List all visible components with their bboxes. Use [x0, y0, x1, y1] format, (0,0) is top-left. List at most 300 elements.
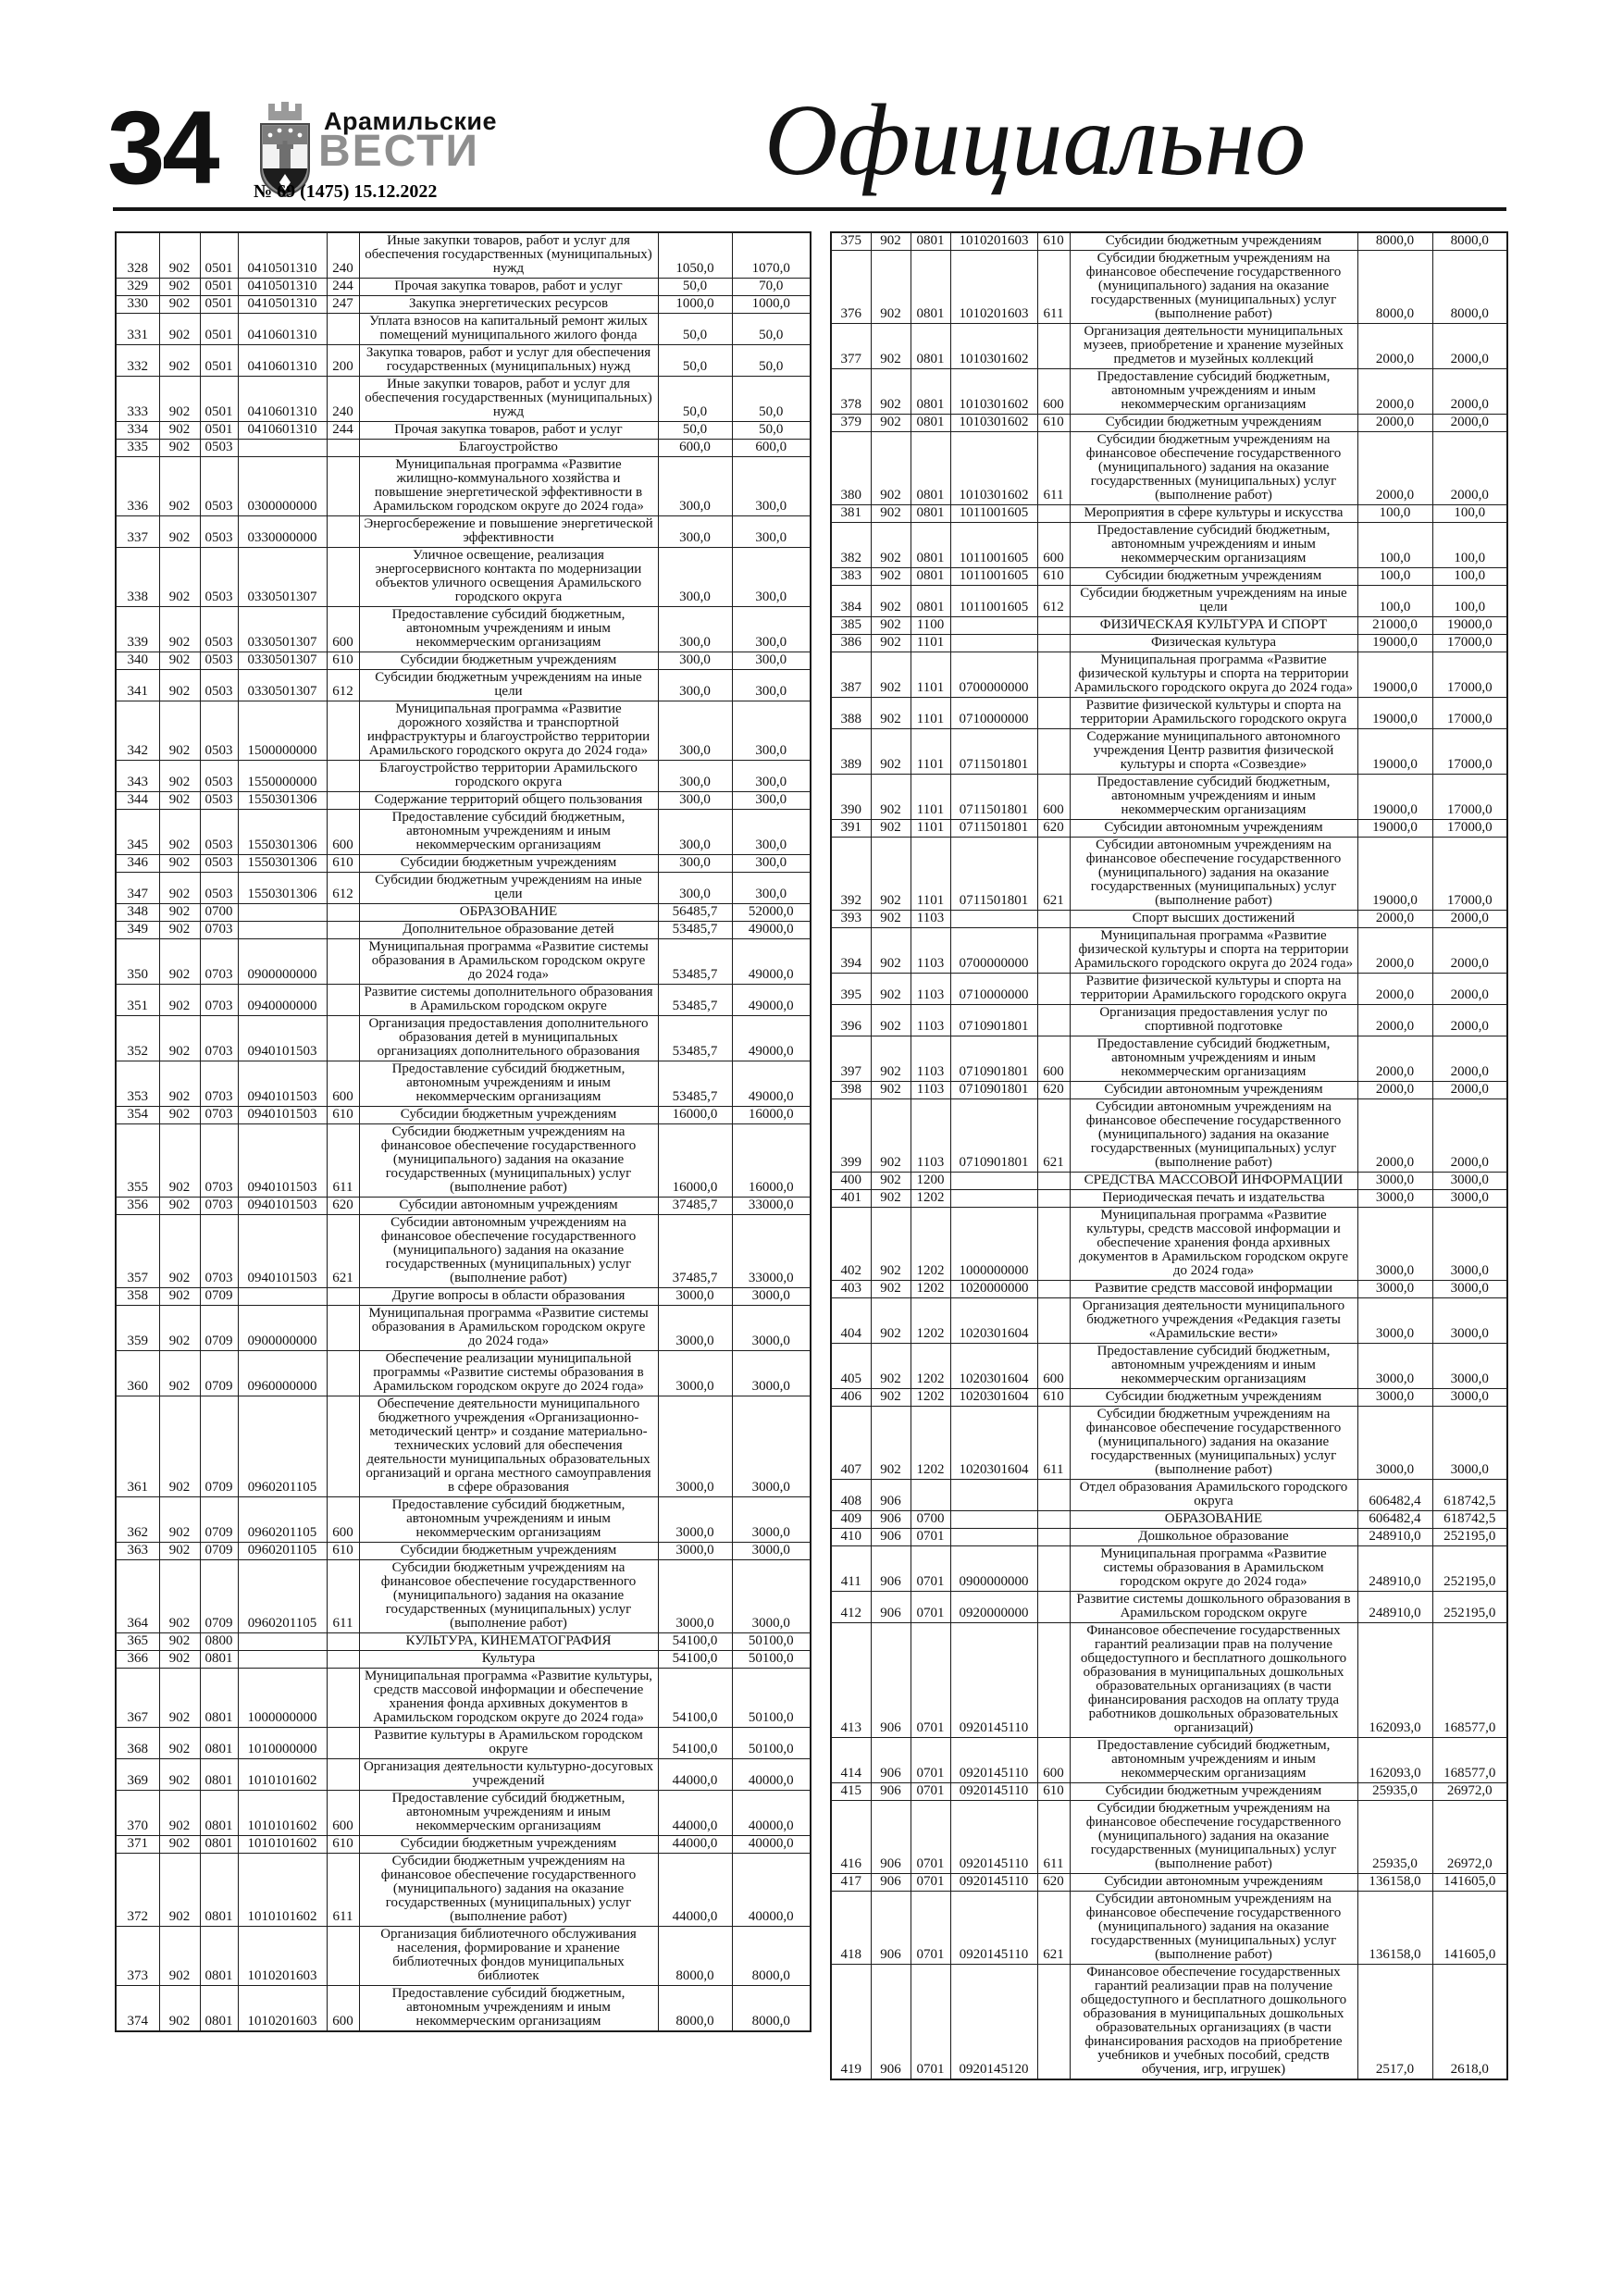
cell-rzpr: 1101 [911, 729, 950, 775]
cell-vr [327, 939, 359, 985]
cell-grbs: 902 [159, 1215, 200, 1288]
cell-csr: 1500000000 [238, 701, 327, 761]
cell-v1: 136158,0 [1357, 1874, 1432, 1892]
cell-name: Спорт высших достижений [1070, 911, 1357, 928]
cell-csr: 0710901801 [950, 1005, 1037, 1036]
cell-n: 390 [831, 775, 871, 820]
cell-n: 406 [831, 1389, 871, 1407]
cell-n: 393 [831, 911, 871, 928]
cell-v2: 2000,0 [1432, 911, 1507, 928]
cell-v2: 49000,0 [732, 1061, 811, 1107]
cell-csr: 1550000000 [238, 761, 327, 792]
table-row [831, 1344, 1507, 1389]
cell-v2: 300,0 [732, 607, 811, 652]
cell-v2: 1070,0 [732, 232, 811, 279]
cell-csr: 0711501801 [950, 820, 1037, 838]
cell-csr: 1010201603 [950, 251, 1037, 324]
cell-name: Энергосбережение и повышение энергетической эффективности [359, 516, 658, 548]
cell-vr: 610 [1037, 232, 1070, 251]
cell-name: Субсидии автономным учреждениям [1070, 1082, 1357, 1099]
cell-v1: 53485,7 [658, 939, 732, 985]
cell-v1: 50,0 [658, 377, 732, 422]
cell-n: 346 [116, 855, 159, 873]
table-row [116, 1107, 811, 1124]
cell-name: Обеспечение деятельности муниципального бюджетного учреждения «Организационно-методический центр» и создание материально-технических условий для обеспечения деятельности муниципальных образовательных организаций и органа местного самоуправления в сфере образования [359, 1396, 658, 1497]
cell-n: 376 [831, 251, 871, 324]
cell-n: 340 [116, 652, 159, 670]
cell-v1: 8000,0 [658, 1927, 732, 1986]
cell-name: Субсидии бюджетным учреждениям на финансовое обеспечение государственного (муниципального) задания на оказание государственных (муниципальных) услуг (выполнение работ) [359, 1560, 658, 1633]
table-row [116, 792, 811, 810]
cell-v1: 3000,0 [658, 1306, 732, 1351]
table-row [116, 457, 811, 516]
cell-v2: 49000,0 [732, 939, 811, 985]
cell-v1: 3000,0 [1357, 1173, 1432, 1190]
cell-n: 404 [831, 1298, 871, 1344]
cell-grbs: 902 [159, 279, 200, 296]
cell-n: 407 [831, 1407, 871, 1480]
cell-name: Организация деятельности муниципальных музеев, приобретение и хранение музейных предметов и музейных коллекций [1070, 324, 1357, 369]
cell-n: 342 [116, 701, 159, 761]
cell-v1: 44000,0 [658, 1854, 732, 1927]
cell-csr: 0900000000 [238, 1306, 327, 1351]
cell-grbs: 902 [159, 1560, 200, 1633]
cell-v2: 50100,0 [732, 1651, 811, 1669]
cell-n: 395 [831, 974, 871, 1005]
cell-grbs: 902 [871, 635, 911, 652]
cell-rzpr: 1202 [911, 1208, 950, 1281]
cell-name: Финансовое обеспечение государственных гарантий реализации прав на получение общедоступного и бесплатного дошкольного образования в муниципальных дошкольных образовательных организациях (в части финансирования расходов на приобретение учебников и учебных пособий, средств обучения, игр, игрушек) [1070, 1965, 1357, 2080]
cell-n: 330 [116, 296, 159, 314]
cell-n: 380 [831, 432, 871, 505]
cell-vr: 600 [327, 1061, 359, 1107]
cell-vr: 611 [1037, 1801, 1070, 1874]
cell-name: Иные закупки товаров, работ и услуг для обеспечения государственных (муниципальных) нужд [359, 377, 658, 422]
cell-v1: 2000,0 [1357, 911, 1432, 928]
cell-v2: 300,0 [732, 701, 811, 761]
cell-grbs: 902 [159, 377, 200, 422]
cell-n: 365 [116, 1633, 159, 1651]
cell-name: ОБРАЗОВАНИЕ [1070, 1511, 1357, 1529]
cell-n: 416 [831, 1801, 871, 1874]
cell-grbs: 902 [159, 1198, 200, 1215]
cell-rzpr: 1103 [911, 1005, 950, 1036]
cell-v2: 50100,0 [732, 1633, 811, 1651]
cell-v1: 53485,7 [658, 985, 732, 1016]
cell-csr: 0410601310 [238, 377, 327, 422]
cell-name: Субсидии бюджетным учреждениям [359, 855, 658, 873]
cell-vr: 620 [1037, 1082, 1070, 1099]
cell-v2: 17000,0 [1432, 729, 1507, 775]
cell-n: 349 [116, 922, 159, 939]
cell-rzpr: 1101 [911, 838, 950, 911]
cell-csr: 1010301602 [950, 432, 1037, 505]
table-row [831, 1036, 1507, 1082]
cell-grbs: 902 [159, 904, 200, 922]
cell-n: 408 [831, 1480, 871, 1511]
cell-vr: 600 [327, 810, 359, 855]
cell-v2: 300,0 [732, 855, 811, 873]
cell-csr: 1550301306 [238, 810, 327, 855]
cell-csr [238, 1651, 327, 1669]
cell-vr: 610 [1037, 568, 1070, 586]
cell-vr [327, 701, 359, 761]
cell-v2: 50,0 [732, 314, 811, 345]
cell-name: Развитие физической культуры и спорта на территории Арамильского городского округа [1070, 974, 1357, 1005]
cell-rzpr: 0801 [911, 523, 950, 568]
cell-name: Дошкольное образование [1070, 1529, 1357, 1546]
cell-grbs: 902 [871, 729, 911, 775]
cell-grbs: 902 [159, 855, 200, 873]
table-row [116, 670, 811, 701]
cell-vr [1037, 729, 1070, 775]
cell-grbs: 902 [871, 232, 911, 251]
cell-v1: 162093,0 [1357, 1623, 1432, 1738]
cell-v2: 3000,0 [732, 1543, 811, 1560]
cell-vr: 610 [327, 1107, 359, 1124]
cell-rzpr: 0703 [200, 1016, 238, 1061]
cell-n: 329 [116, 279, 159, 296]
cell-name: Предоставление субсидий бюджетным, автономным учреждениям и иным некоммерческим организациям [359, 1791, 658, 1836]
cell-n: 418 [831, 1892, 871, 1965]
cell-n: 362 [116, 1497, 159, 1543]
cell-csr: 0920145110 [950, 1738, 1037, 1783]
table-row [831, 698, 1507, 729]
cell-grbs: 902 [159, 345, 200, 377]
cell-v1: 53485,7 [658, 922, 732, 939]
cell-grbs: 906 [871, 1965, 911, 2080]
cell-n: 383 [831, 568, 871, 586]
cell-vr [1037, 1480, 1070, 1511]
cell-grbs: 906 [871, 1738, 911, 1783]
cell-rzpr: 1103 [911, 1082, 950, 1099]
cell-v2: 8000,0 [1432, 232, 1507, 251]
cell-grbs: 902 [159, 1288, 200, 1306]
cell-vr [327, 1728, 359, 1759]
cell-rzpr: 0503 [200, 792, 238, 810]
cell-grbs: 902 [871, 1082, 911, 1099]
cell-v2: 3000,0 [732, 1396, 811, 1497]
table-row [116, 810, 811, 855]
cell-grbs: 902 [159, 457, 200, 516]
table-row [831, 775, 1507, 820]
cell-v1: 300,0 [658, 810, 732, 855]
cell-n: 328 [116, 232, 159, 279]
cell-v2: 33000,0 [732, 1198, 811, 1215]
cell-grbs: 902 [159, 1543, 200, 1560]
cell-grbs: 902 [871, 1005, 911, 1036]
cell-vr [1037, 911, 1070, 928]
cell-n: 337 [116, 516, 159, 548]
cell-n: 385 [831, 617, 871, 635]
cell-vr [327, 1016, 359, 1061]
cell-rzpr: 0703 [200, 1124, 238, 1198]
cell-csr [238, 904, 327, 922]
table-row [116, 1543, 811, 1560]
cell-csr: 0920000000 [950, 1592, 1037, 1623]
cell-grbs: 902 [871, 251, 911, 324]
cell-csr: 0920145110 [950, 1623, 1037, 1738]
cell-name: ОБРАЗОВАНИЕ [359, 904, 658, 922]
cell-vr: 244 [327, 422, 359, 440]
cell-rzpr: 0701 [911, 1738, 950, 1783]
cell-csr [238, 922, 327, 939]
table-row [831, 617, 1507, 635]
cell-csr: 0960201105 [238, 1560, 327, 1633]
table-row [831, 1173, 1507, 1190]
cell-v1: 50,0 [658, 345, 732, 377]
cell-name: Предоставление субсидий бюджетным, автономным учреждениям и иным некоммерческим организациям [1070, 1738, 1357, 1783]
cell-grbs: 902 [871, 432, 911, 505]
cell-v2: 3000,0 [732, 1288, 811, 1306]
cell-vr: 621 [1037, 1099, 1070, 1173]
cell-v1: 100,0 [1357, 505, 1432, 523]
cell-v1: 50,0 [658, 314, 732, 345]
cell-rzpr: 0501 [200, 377, 238, 422]
cell-v1: 3000,0 [1357, 1298, 1432, 1344]
cell-csr: 0920145110 [950, 1892, 1037, 1965]
cell-csr: 1000000000 [950, 1208, 1037, 1281]
table-row [116, 1669, 811, 1728]
cell-n: 411 [831, 1546, 871, 1592]
cell-name: Содержание муниципального автономного учреждения Центр развития физической культуры и спорта «Созвездие» [1070, 729, 1357, 775]
cell-n: 396 [831, 1005, 871, 1036]
cell-v2: 33000,0 [732, 1215, 811, 1288]
cell-rzpr: 0801 [200, 1791, 238, 1836]
cell-v2: 300,0 [732, 792, 811, 810]
cell-vr: 600 [327, 1497, 359, 1543]
cell-v1: 3000,0 [658, 1288, 732, 1306]
cell-v2: 8000,0 [732, 1986, 811, 2032]
cell-v1: 600,0 [658, 440, 732, 457]
cell-v2: 40000,0 [732, 1836, 811, 1854]
cell-n: 373 [116, 1927, 159, 1986]
cell-n: 354 [116, 1107, 159, 1124]
cell-vr: 620 [1037, 1874, 1070, 1892]
table-row [831, 1082, 1507, 1099]
table-row [116, 314, 811, 345]
cell-v2: 2000,0 [1432, 974, 1507, 1005]
cell-v1: 2000,0 [1357, 928, 1432, 974]
cell-vr: 610 [1037, 1389, 1070, 1407]
cell-vr [327, 1351, 359, 1396]
cell-n: 388 [831, 698, 871, 729]
cell-name: Субсидии бюджетным учреждениям [1070, 232, 1357, 251]
cell-v2: 3000,0 [732, 1560, 811, 1633]
cell-vr: 200 [327, 345, 359, 377]
cell-vr: 600 [1037, 1738, 1070, 1783]
table-row [831, 1529, 1507, 1546]
cell-csr [950, 635, 1037, 652]
cell-grbs: 902 [159, 1061, 200, 1107]
cell-v2: 3000,0 [1432, 1407, 1507, 1480]
table-row [831, 1623, 1507, 1738]
table-row [831, 1546, 1507, 1592]
cell-v1: 25935,0 [1357, 1783, 1432, 1801]
table-row [831, 1592, 1507, 1623]
cell-grbs: 902 [159, 922, 200, 939]
cell-v2: 49000,0 [732, 922, 811, 939]
cell-v2: 300,0 [732, 652, 811, 670]
cell-rzpr: 0503 [200, 873, 238, 904]
cell-v1: 300,0 [658, 670, 732, 701]
cell-rzpr: 1202 [911, 1281, 950, 1298]
cell-csr [950, 617, 1037, 635]
cell-vr: 611 [327, 1124, 359, 1198]
cell-name: Субсидии бюджетным учреждениям [1070, 568, 1357, 586]
cell-grbs: 902 [159, 1107, 200, 1124]
cell-grbs: 902 [871, 911, 911, 928]
cell-v1: 53485,7 [658, 1061, 732, 1107]
cell-csr: 1010000000 [238, 1728, 327, 1759]
cell-rzpr: 1202 [911, 1389, 950, 1407]
cell-v1: 136158,0 [1357, 1892, 1432, 1965]
cell-rzpr: 1103 [911, 974, 950, 1005]
table-row [116, 939, 811, 985]
cell-grbs: 902 [159, 1669, 200, 1728]
table-row [831, 1480, 1507, 1511]
cell-vr: 240 [327, 232, 359, 279]
cell-v2: 600,0 [732, 440, 811, 457]
cell-n: 358 [116, 1288, 159, 1306]
cell-grbs: 902 [159, 1854, 200, 1927]
cell-v1: 19000,0 [1357, 635, 1432, 652]
cell-csr: 1010101602 [238, 1854, 327, 1927]
table-row [831, 1965, 1507, 2080]
table-row [831, 1892, 1507, 1965]
cell-grbs: 906 [871, 1480, 911, 1511]
cell-vr [1037, 505, 1070, 523]
cell-rzpr: 0503 [200, 670, 238, 701]
cell-grbs: 902 [871, 324, 911, 369]
cell-csr: 1010101602 [238, 1759, 327, 1791]
cell-grbs: 902 [159, 1124, 200, 1198]
cell-rzpr: 0703 [200, 1198, 238, 1215]
cell-v1: 2000,0 [1357, 324, 1432, 369]
cell-vr [327, 985, 359, 1016]
cell-rzpr: 0503 [200, 516, 238, 548]
cell-rzpr [911, 1480, 950, 1511]
cell-name: Муниципальная программа «Развитие жилищно-коммунального хозяйства и повышение энергетической эффективности в Арамильском городском округе до 2024 года» [359, 457, 658, 516]
table-row [116, 904, 811, 922]
cell-v2: 50100,0 [732, 1728, 811, 1759]
table-row [831, 635, 1507, 652]
cell-v1: 19000,0 [1357, 652, 1432, 698]
cell-csr: 0330501307 [238, 607, 327, 652]
cell-csr: 1010201603 [238, 1927, 327, 1986]
cell-csr: 1550301306 [238, 873, 327, 904]
table-row [831, 1874, 1507, 1892]
cell-rzpr: 0501 [200, 345, 238, 377]
cell-csr [950, 911, 1037, 928]
cell-rzpr: 0503 [200, 440, 238, 457]
cell-v1: 54100,0 [658, 1669, 732, 1728]
cell-vr [1037, 974, 1070, 1005]
cell-vr: 600 [327, 1986, 359, 2032]
cell-v1: 300,0 [658, 457, 732, 516]
cell-rzpr: 0801 [200, 1728, 238, 1759]
table-row [831, 1281, 1507, 1298]
cell-csr: 0711501801 [950, 729, 1037, 775]
cell-grbs: 902 [871, 652, 911, 698]
table-row [831, 505, 1507, 523]
cell-csr: 1550301306 [238, 792, 327, 810]
cell-name: Благоустройство [359, 440, 658, 457]
table-row [116, 279, 811, 296]
table-row [831, 1801, 1507, 1874]
cell-rzpr: 0709 [200, 1497, 238, 1543]
cell-n: 355 [116, 1124, 159, 1198]
cell-v2: 40000,0 [732, 1791, 811, 1836]
cell-grbs: 902 [871, 1036, 911, 1082]
table-row [831, 729, 1507, 775]
cell-v1: 300,0 [658, 761, 732, 792]
cell-grbs: 902 [871, 1344, 911, 1389]
cell-rzpr: 0703 [200, 1215, 238, 1288]
cell-csr: 0940101503 [238, 1016, 327, 1061]
cell-v2: 252195,0 [1432, 1546, 1507, 1592]
cell-v1: 300,0 [658, 873, 732, 904]
table-row [116, 516, 811, 548]
cell-name: Субсидии автономным учреждениям на финансовое обеспечение государственного (муниципального) задания на оказание государственных (муниципальных) услуг (выполнение работ) [1070, 1099, 1357, 1173]
cell-grbs: 902 [871, 617, 911, 635]
cell-grbs: 902 [159, 810, 200, 855]
cell-v1: 300,0 [658, 652, 732, 670]
cell-n: 372 [116, 1854, 159, 1927]
cell-v2: 3000,0 [732, 1351, 811, 1396]
cell-grbs: 902 [871, 928, 911, 974]
cell-grbs: 902 [871, 775, 911, 820]
cell-csr: 0920145110 [950, 1783, 1037, 1801]
cell-vr [327, 1396, 359, 1497]
cell-vr [327, 1288, 359, 1306]
cell-vr: 610 [1037, 1783, 1070, 1801]
cell-grbs: 902 [871, 1190, 911, 1208]
cell-csr: 0960201105 [238, 1396, 327, 1497]
cell-csr: 0920145120 [950, 1965, 1037, 2080]
cell-n: 401 [831, 1190, 871, 1208]
table-row [831, 432, 1507, 505]
cell-v1: 16000,0 [658, 1107, 732, 1124]
cell-n: 351 [116, 985, 159, 1016]
cell-grbs: 902 [159, 761, 200, 792]
cell-vr [327, 516, 359, 548]
cell-v2: 3000,0 [1432, 1190, 1507, 1208]
cell-n: 369 [116, 1759, 159, 1791]
cell-name: Культура [359, 1651, 658, 1669]
cell-vr [327, 904, 359, 922]
cell-rzpr: 0709 [200, 1288, 238, 1306]
cell-v1: 54100,0 [658, 1728, 732, 1759]
cell-name: Предоставление субсидий бюджетным, автономным учреждениям и иным некоммерческим организациям [359, 1061, 658, 1107]
cell-v2: 8000,0 [1432, 251, 1507, 324]
cell-v1: 19000,0 [1357, 820, 1432, 838]
budget-table-left-column [115, 231, 810, 2032]
cell-rzpr: 0801 [200, 1836, 238, 1854]
cell-v2: 17000,0 [1432, 652, 1507, 698]
cell-csr: 0960000000 [238, 1351, 327, 1396]
cell-name: Предоставление субсидий бюджетным, автономным учреждениям и иным некоммерческим организациям [1070, 775, 1357, 820]
table-row [116, 652, 811, 670]
cell-grbs: 902 [871, 1173, 911, 1190]
cell-name: Отдел образования Арамильского городского округа [1070, 1480, 1357, 1511]
cell-v2: 2000,0 [1432, 324, 1507, 369]
cell-v1: 25935,0 [1357, 1801, 1432, 1874]
cell-name: Субсидии бюджетным учреждениям [359, 1107, 658, 1124]
cell-v2: 52000,0 [732, 904, 811, 922]
cell-n: 348 [116, 904, 159, 922]
cell-n: 405 [831, 1344, 871, 1389]
